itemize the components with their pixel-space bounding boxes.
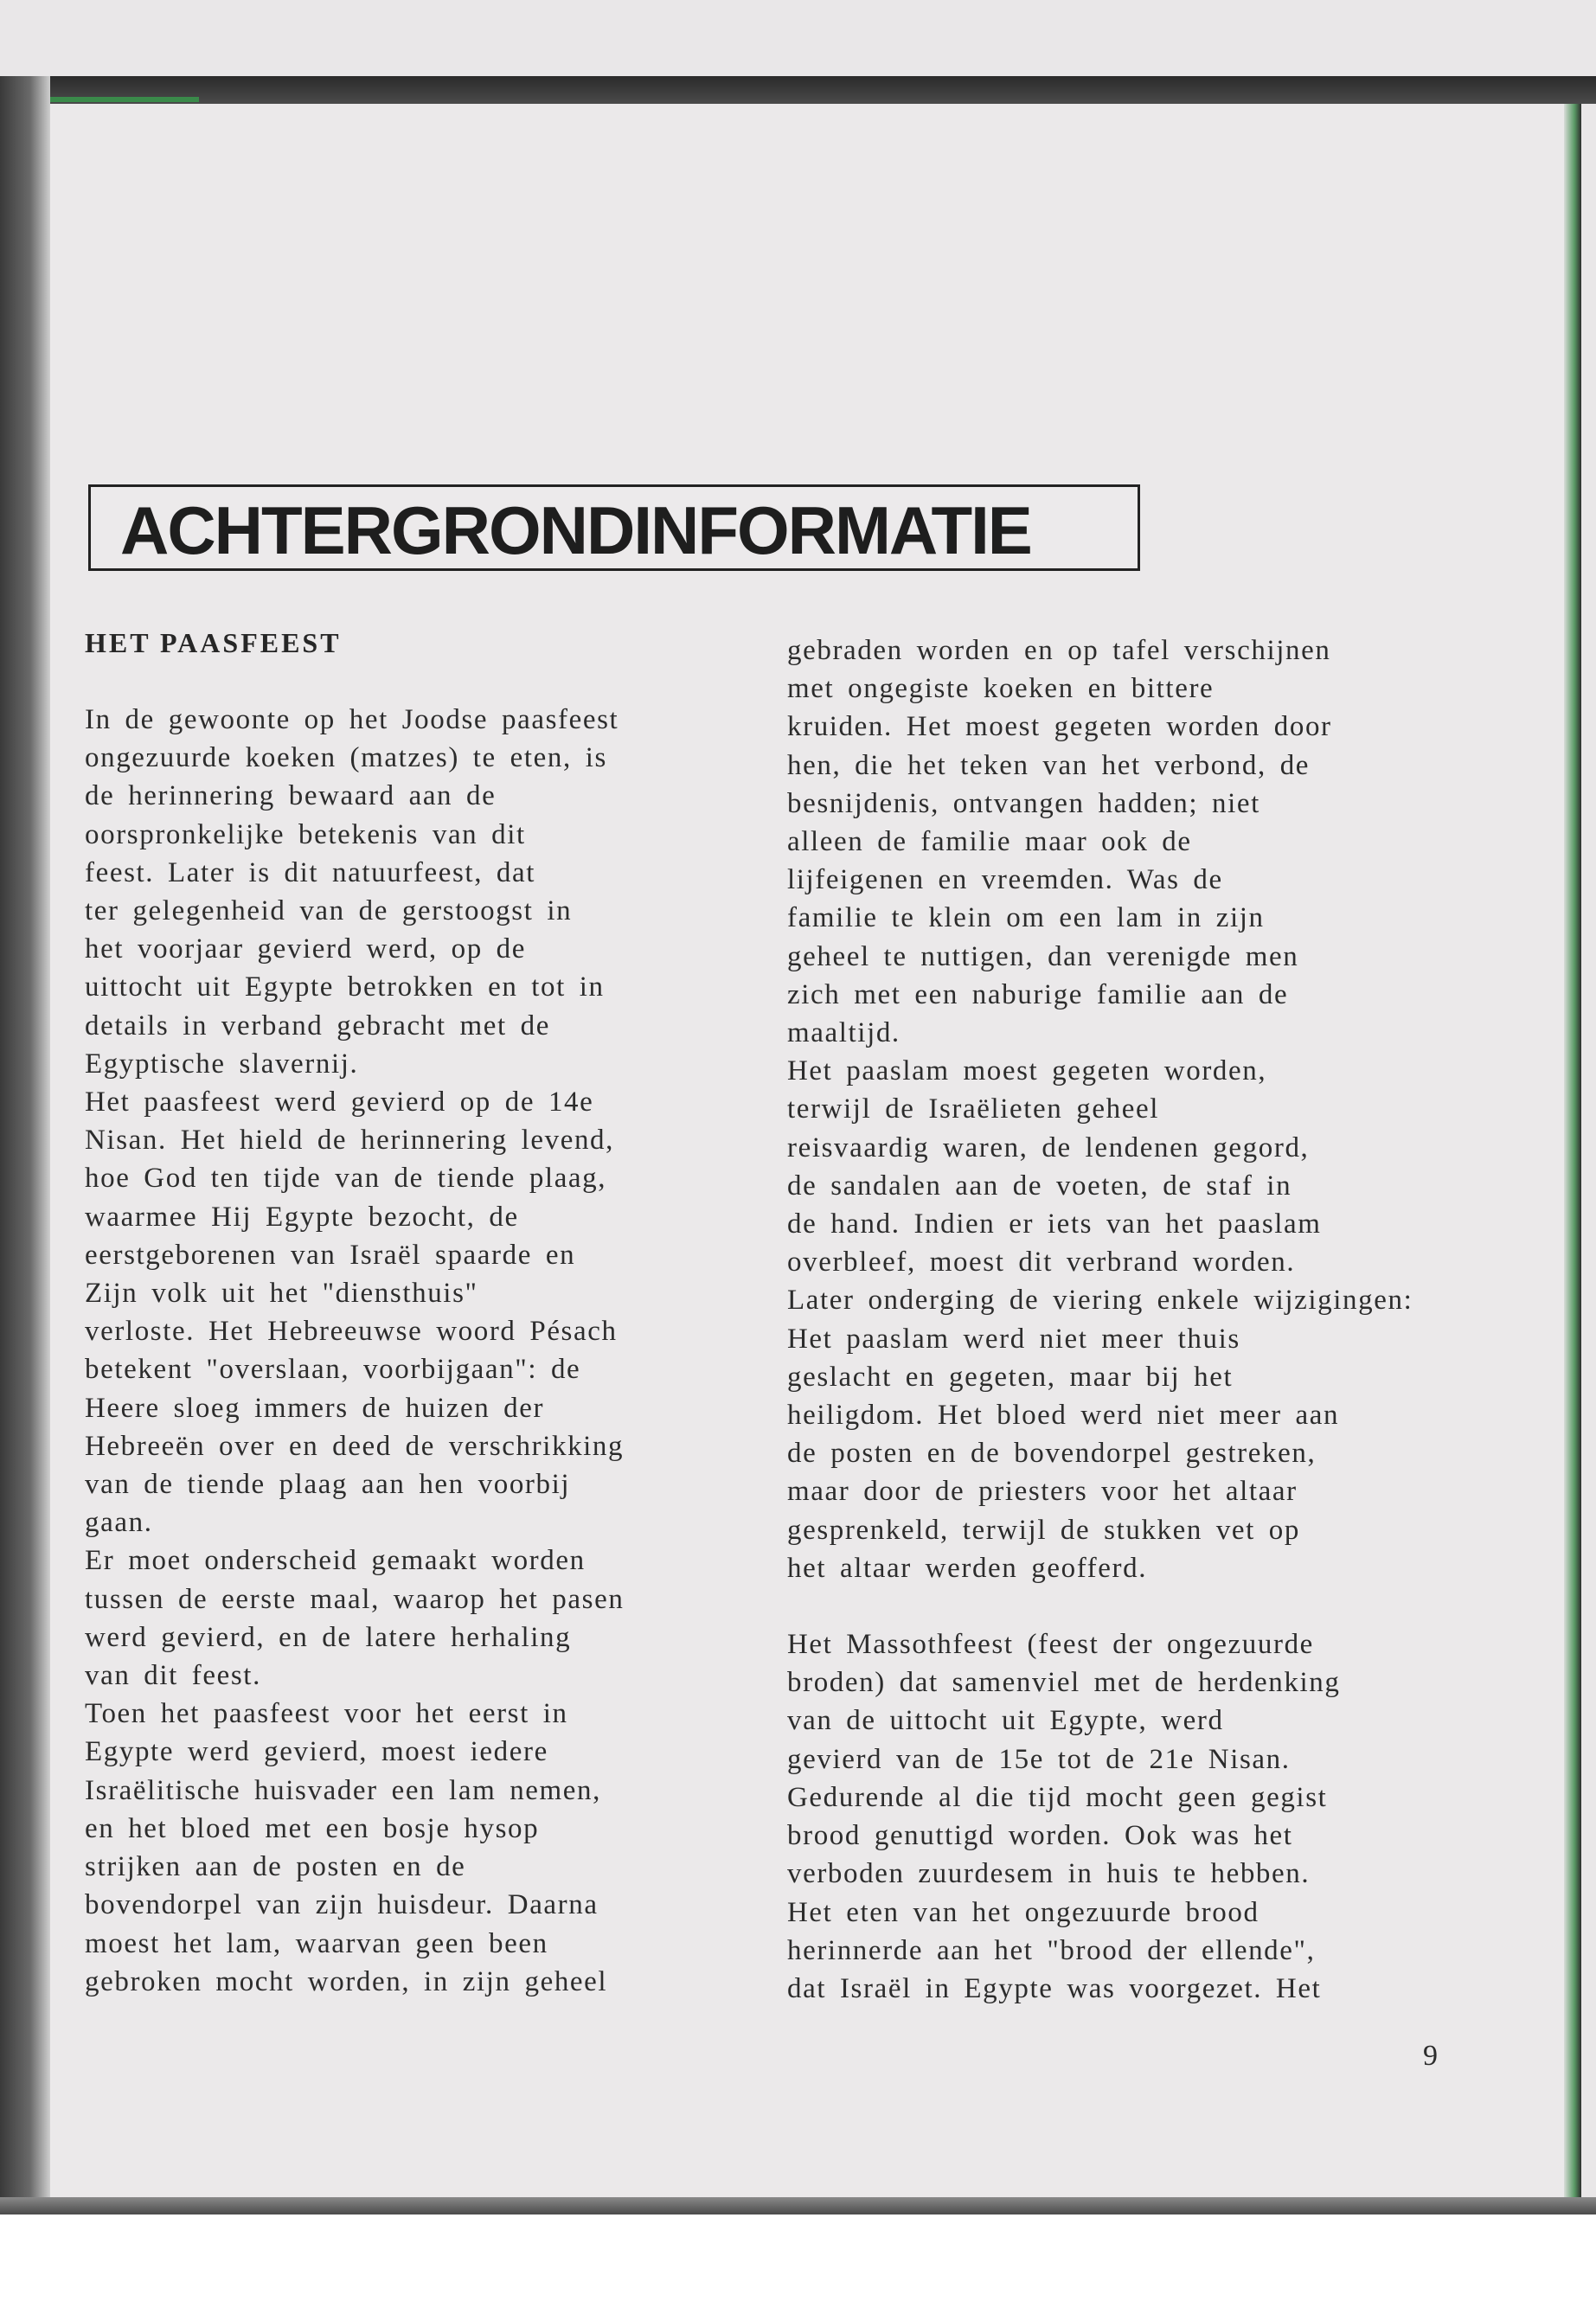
text-line: moest het lam, waarvan geen been <box>85 1927 548 1959</box>
text-line: bovendorpel van zijn huisdeur. Daarna <box>85 1889 599 1921</box>
text-line: ongezuurde koeken (matzes) te eten, is <box>85 742 607 774</box>
text-line: terwijl de Israëlieten geheel <box>787 1093 1159 1125</box>
right-page-edge <box>1564 104 1581 2214</box>
text-line: besnijdenis, ontvangen hadden; niet <box>787 787 1260 819</box>
text-line: Israëlitische huisvader een lam nemen, <box>85 1774 602 1806</box>
text-line: gevierd van de 15e tot de 21e Nisan. <box>787 1743 1291 1775</box>
text-line: de herinnering bewaard aan de <box>85 780 497 812</box>
text-line: eerstgeborenen van Israël spaarde en <box>85 1239 576 1271</box>
text-line: hoe God ten tijde van de tiende plaag, <box>85 1163 607 1195</box>
text-line: verboden zuurdesem in huis te hebben. <box>787 1858 1311 1890</box>
section-title: ACHTERGRONDINFORMATIE <box>120 492 1031 568</box>
text-line: van de uittocht uit Egypte, werd <box>787 1705 1224 1737</box>
text-line: gebroken mocht worden, in zijn geheel <box>85 1965 608 1997</box>
paragraph-group-paaslam <box>787 631 1413 1587</box>
text-line: brood genuttigd worden. Ook was het <box>787 1820 1293 1852</box>
top-binding-edge <box>0 76 1596 104</box>
text-line: Later onderging de viering enkele wijzigingen: <box>787 1285 1413 1317</box>
text-line: In de gewoonte op het Joodse paasfeest <box>85 704 619 735</box>
text-line: het altaar werden geofferd. <box>787 1552 1148 1584</box>
text-line: zich met een naburige familie aan de <box>787 978 1289 1010</box>
text-line: Egyptische slavernij. <box>85 1048 359 1080</box>
paragraph-massothfeest <box>787 1625 1413 2008</box>
text-line: de hand. Indien er iets van het paaslam <box>787 1208 1322 1240</box>
text-line: maaltijd. <box>787 1017 901 1049</box>
text-line: geheel te nuttigen, dan verenigde men <box>787 940 1299 972</box>
text-line: hen, die het teken van het verbond, de <box>787 749 1311 781</box>
text-line: werd gevierd, en de latere herhaling <box>85 1621 572 1653</box>
text-line: Zijn volk uit het "diensthuis" <box>85 1278 478 1310</box>
text-column-left <box>85 701 624 2001</box>
text-line: het voorjaar gevierd werd, op de <box>85 933 527 965</box>
text-line: betekent "overslaan, voorbijgaan": de <box>85 1354 581 1386</box>
text-line: kruiden. Het moest gegeten worden door <box>787 711 1332 743</box>
text-line: Egypte werd gevierd, moest iedere <box>85 1736 548 1768</box>
paragraph-gap <box>787 1587 1413 1625</box>
text-line: verloste. Het Hebreeuwse woord Pésach <box>85 1316 618 1348</box>
text-line: de posten en de bovendorpel gestreken, <box>787 1438 1317 1470</box>
text-line: herinnerde aan het "brood der ellende", <box>787 1934 1316 1966</box>
text-line: Nisan. Het hield de herinnering levend, <box>85 1125 614 1157</box>
text-line: maar door de priesters voor het altaar <box>787 1476 1298 1508</box>
text-line: waarmee Hij Egypte bezocht, de <box>85 1201 519 1233</box>
text-line: strijken aan de posten en de <box>85 1851 466 1883</box>
text-line: en het bloed met een bosje hysop <box>85 1812 540 1844</box>
text-line: ter gelegenheid van de gerstoogst in <box>85 895 573 927</box>
text-line: Hebreeën over en deed de verschrikking <box>85 1430 625 1462</box>
section-title-box <box>88 484 1140 571</box>
text-line: Het eten van het ongezuurde brood <box>787 1896 1259 1928</box>
page-number: 9 <box>1423 2040 1438 2072</box>
text-line: overbleef, moest dit verbrand worden. <box>787 1247 1296 1279</box>
text-line: reisvaardig waren, de lendenen gegord, <box>787 1131 1310 1163</box>
bottom-margin <box>0 2214 1596 2301</box>
text-column-right <box>787 631 1413 2008</box>
text-line: van dit feest. <box>85 1660 261 1692</box>
text-line: Het paasfeest werd gevierd op de 14e <box>85 1086 594 1118</box>
text-line: Er moet onderscheid gemaakt worden <box>85 1545 586 1577</box>
text-line: details in verband gebracht met de <box>85 1009 550 1042</box>
text-line: familie te klein om een lam in zijn <box>787 902 1265 934</box>
text-line: dat Israël in Egypte was voorgezet. Het <box>787 1972 1322 2004</box>
text-line: Gedurende al die tijd mocht geen gegist <box>787 1781 1328 1813</box>
left-binding-edge <box>0 76 50 2239</box>
text-line: alleen de familie maar ook de <box>787 826 1192 858</box>
text-line: gesprenkeld, terwijl de stukken vet op <box>787 1514 1301 1546</box>
text-line: Heere sloeg immers de huizen der <box>85 1392 545 1424</box>
text-line: oorspronkelijke betekenis van dit <box>85 818 526 850</box>
article-heading: HET PAASFEEST <box>85 627 342 658</box>
text-line: heiligdom. Het bloed werd niet meer aan <box>787 1400 1340 1432</box>
text-line: gebraden worden en op tafel verschijnen <box>787 635 1331 666</box>
text-line: feest. Later is dit natuurfeest, dat <box>85 856 536 888</box>
text-line: Het paaslam werd niet meer thuis <box>787 1323 1240 1355</box>
text-line: tussen de eerste maal, waarop het pasen <box>85 1583 625 1615</box>
text-line: gaan. <box>85 1507 153 1539</box>
text-line: lijfeigenen en vreemden. Was de <box>787 864 1223 896</box>
text-line: Het paaslam moest gegeten worden, <box>787 1055 1267 1087</box>
text-line: van de tiende plaag aan hen voorbij <box>85 1469 571 1501</box>
text-line: broden) dat samenviel met de herdenking <box>787 1667 1341 1699</box>
text-line: Toen het paasfeest voor het eerst in <box>85 1698 568 1730</box>
text-line: Het Massothfeest (feest der ongezuurde <box>787 1629 1314 1661</box>
text-line: geslacht en gegeten, maar bij het <box>787 1361 1234 1393</box>
text-line: de sandalen aan de voeten, de staf in <box>787 1170 1292 1202</box>
text-line: met ongegiste koeken en bittere <box>787 673 1215 705</box>
text-line: uittocht uit Egypte betrokken en tot in <box>85 971 605 1003</box>
